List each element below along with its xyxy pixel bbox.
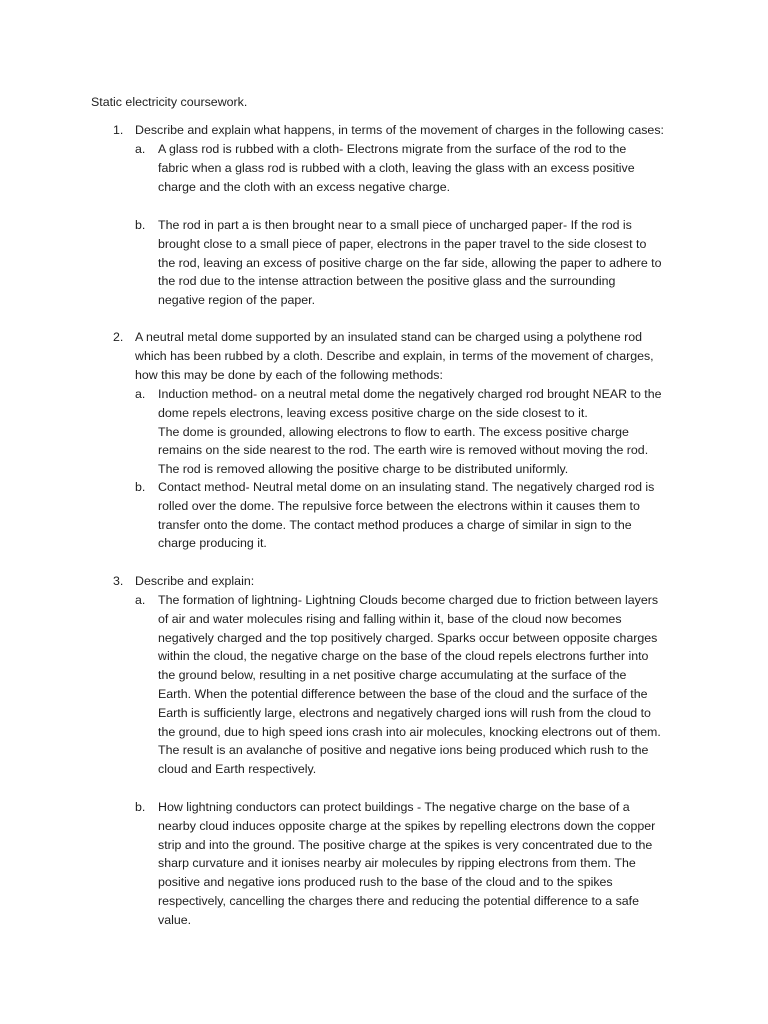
document-title: Static electricity coursework.: [91, 95, 248, 109]
text-line: The formation of lightning- Lightning Clouds become charged due to friction between layers: [158, 593, 659, 607]
question-number: 2.: [113, 330, 124, 344]
text-line: the rod, leaving an excess of positive charge on the far side, allowing the paper to adhere to: [158, 255, 662, 270]
part-label: a.: [135, 593, 146, 607]
text-line: negative region of the paper.: [158, 293, 316, 308]
text-line: which has been rubbed by a cloth. Describe and explain, in terms of the movement of charges,: [135, 348, 654, 363]
text-line: charge and the cloth with an excess negative charge.: [158, 179, 451, 194]
text-line: nearby cloud induces opposite charge at the spikes by repelling electrons down the copper: [158, 818, 656, 833]
question-number: 3.: [113, 574, 124, 588]
text-line: remains on the side nearest to the rod. The earth wire is removed without moving the rod.: [158, 443, 649, 458]
text-line: positive and negative ions produced rush to the base of the cloud and to the spikes: [158, 875, 613, 890]
text-line: The rod in part a is then brought near to a small piece of uncharged paper- If the rod is: [158, 218, 632, 232]
text-line: A neutral metal dome supported by an insulated stand can be charged using a polythene rod: [135, 330, 642, 344]
text-line: negatively charged and the top positively charged. Sparks occur between opposite charges: [158, 630, 658, 645]
part-text: [158, 798, 682, 930]
text-line: The rod is removed allowing the positive charge to be distributed uniformly.: [158, 462, 569, 477]
text-line: The dome is grounded, allowing electrons to flow to earth. The excess positive charge: [158, 424, 629, 439]
text-line: the rod due to the intense attraction between the positive glass and the surrounding: [158, 274, 616, 289]
question-text: [135, 328, 685, 384]
text-line: Contact method- Neutral metal dome on an insulating stand. The negatively charged rod is: [158, 480, 655, 494]
text-line: How lightning conductors can protect buildings - The negative charge on the base of a: [158, 800, 630, 814]
text-line: Earth is sufficiently large, electrons and negatively charged ions will rush from the cloud to: [158, 705, 651, 720]
question-text: Describe and explain what happens, in terms of the movement of charges in the following cases:: [135, 123, 664, 137]
question-text: Describe and explain:: [135, 574, 255, 588]
part-text: [158, 216, 682, 310]
part-text: [158, 385, 682, 479]
part-label: a.: [135, 387, 146, 401]
text-line: of air and water molecules rising and falling within it, base of the cloud now becomes: [158, 611, 622, 626]
text-line: A glass rod is rubbed with a cloth- Electrons migrate from the surface of the rod to the: [158, 142, 627, 156]
text-line: charge producing it.: [158, 536, 267, 551]
text-line: respectively, cancelling the charges there and reducing the potential difference to a safe: [158, 893, 640, 908]
part-text: [158, 591, 682, 779]
text-line: brought close to a small piece of paper, electrons in the paper travel to the side closest to: [158, 236, 647, 251]
question-number: 1.: [113, 123, 124, 137]
part-label: a.: [135, 142, 146, 156]
text-line: the ground, due to high speed ions crash into air molecules, knocking electrons out of them.: [158, 724, 661, 739]
part-text: [158, 478, 682, 553]
text-line: within the cloud, the negative charge on the base of the cloud repels electrons further into: [158, 649, 649, 664]
text-line: The result is an avalanche of positive and negative ions being produced which rush to the: [158, 743, 649, 758]
text-line: Induction method- on a neutral metal dome the negatively charged rod brought NEAR to the: [158, 387, 662, 401]
text-line: fabric when a glass rod is rubbed with a cloth, leaving the glass with an excess positive: [158, 160, 635, 175]
text-line: the ground below, resulting in a net positive charge accumulating at the surface of the: [158, 668, 627, 683]
part-text: [158, 140, 682, 196]
text-line: value.: [158, 912, 192, 927]
text-line: cloud and Earth respectively.: [158, 762, 317, 777]
text-line: rolled over the dome. The repulsive force between the electrons within it causes them to: [158, 498, 640, 513]
text-line: dome repels electrons, leaving excess positive charge on the side closest to it.: [158, 405, 588, 420]
text-line: Earth. When the potential difference between the base of the cloud and the surface of the: [158, 686, 648, 701]
text-line: how this may be done by each of the following methods:: [135, 367, 443, 382]
part-label: b.: [135, 800, 146, 814]
part-label: b.: [135, 480, 146, 494]
text-line: strip and into the ground. The positive charge at the spikes is very concentrated due to the: [158, 837, 653, 852]
part-label: b.: [135, 218, 146, 232]
text-line: sharp curvature and it ionises nearby air molecules by ripping electrons from them. The: [158, 856, 636, 871]
text-line: transfer onto the dome. The contact method produces a charge of similar in sign to the: [158, 517, 632, 532]
